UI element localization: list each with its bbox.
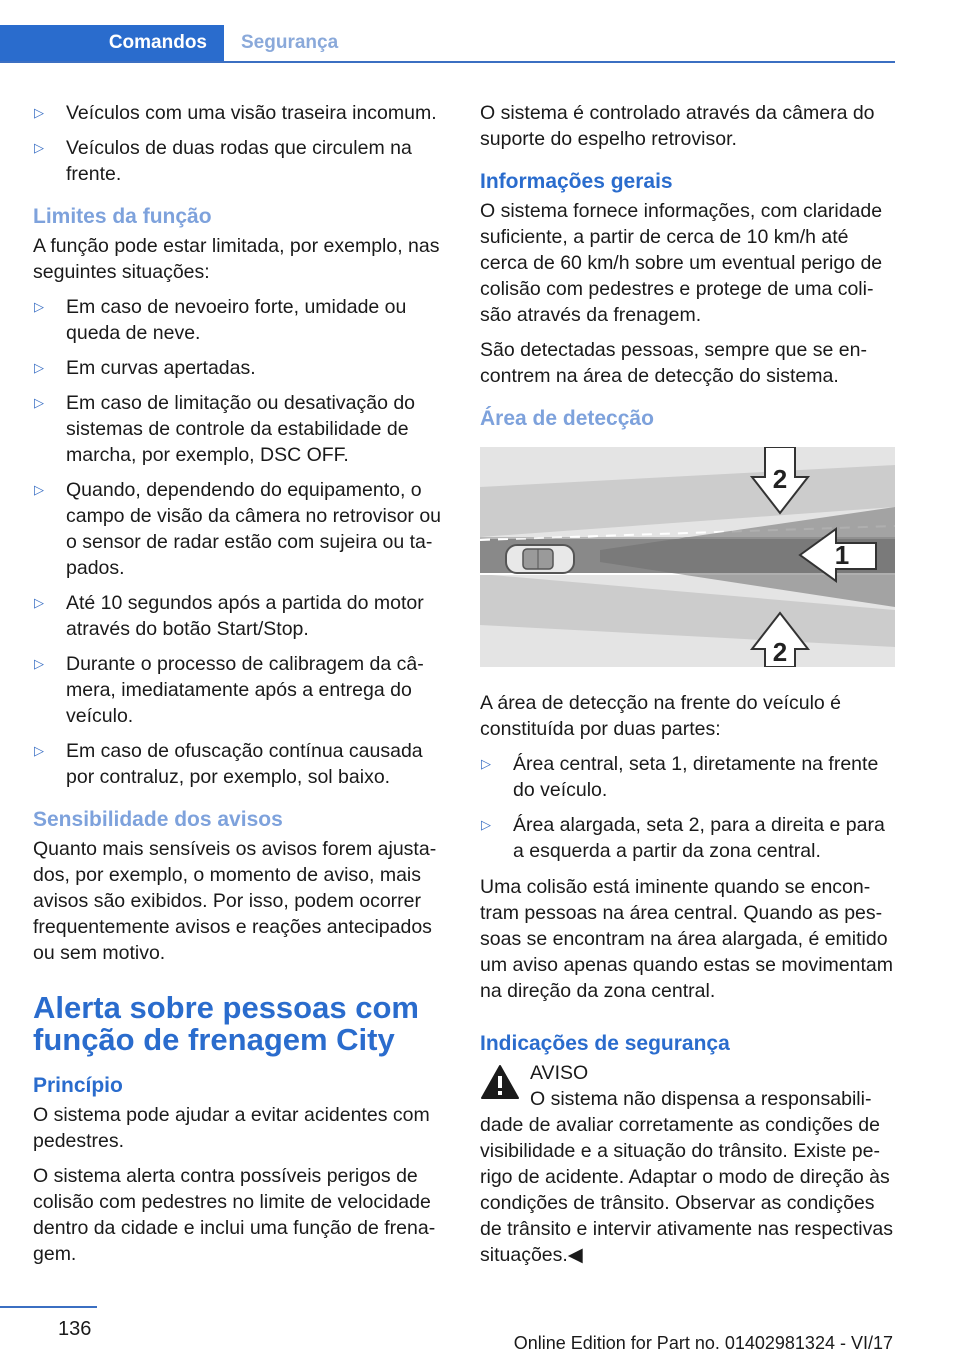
collision-text: Uma colisão está iminente quando se encontram pessoas na área central. Quando as pessoas se encontram na área alargada, é emitido um aviso apenas quando estas se movimentam na direção da zona central.	[480, 876, 893, 1002]
warning-triangle-icon	[480, 1064, 520, 1100]
general-paragraph-1: O sistema fornece informações, com claridade suficiente, a partir de cerca de 10 km/h até cerca de 60 km/h sobre um eventual perigo de colisão com pedestres e protege de uma colisão através da frenagem.	[480, 200, 883, 326]
bullet-arrow-icon: ▷	[34, 656, 44, 671]
warning-text: O sistema não dispensa a responsabilidade de avaliar corretamente as condições de visibilidade e a situação do trânsito. Existe perigo de acidente. Adaptar o modo de direção às condições de trânsito. Observar as condições de trânsito e intervir ativamente nas respectivas situações.◀	[480, 1088, 893, 1266]
detection-area-figure	[480, 447, 895, 667]
bullet-arrow-icon: ▷	[34, 299, 44, 314]
list-item: ▷ Área central, seta 1, diretamente na frente do veículo.	[481, 753, 879, 801]
bullet-arrow-icon: ▷	[481, 817, 491, 832]
list-item: ▷ Em caso de ofuscação contínua causada por contraluz, por exemplo, sol baixo.	[34, 740, 423, 788]
warning-box	[480, 1060, 896, 1268]
principle-heading: Princípio	[33, 1074, 123, 1097]
bullet-arrow-icon: ▷	[34, 482, 44, 497]
general-paragraph-2: São detectadas pessoas, sempre que se encontrem na área de detecção do sistema.	[480, 339, 867, 387]
safety-heading: Indicações de segurança	[480, 1032, 730, 1055]
section-title: Alerta sobre pessoas com função de frenagem City	[33, 990, 419, 1057]
sensitivity-heading: Sensibilidade dos avisos	[33, 808, 283, 831]
tab-seguranca[interactable]: Segurança	[241, 32, 339, 53]
bullet-arrow-icon: ▷	[34, 105, 44, 120]
list-item: ▷ Durante o processo de calibragem da câmera, imediatamente após a entrega do veículo.	[34, 653, 424, 727]
sensitivity-text: Quanto mais sensíveis os avisos forem ajustados, por exemplo, o momento de aviso, mais avisos são exibidos. Por isso, podem ocorrer frequentemente avisos e reações antecipados ou sem motivo.	[33, 838, 437, 964]
principle-paragraph-2: O sistema alerta contra possíveis perigos de colisão com pedestres no limite de velocidade dentro da cidade e inclui uma função de frenagem.	[33, 1165, 436, 1265]
bullet-arrow-icon: ▷	[34, 140, 44, 155]
area-heading: Área de detecção	[480, 407, 654, 430]
camera-text: O sistema é controlado através da câmera do suporte do espelho retrovisor.	[480, 102, 875, 150]
right-column	[480, 100, 896, 1268]
general-heading: Informações gerais	[480, 170, 673, 193]
warning-label: AVISO	[530, 1062, 589, 1084]
footer-rule	[0, 1306, 97, 1308]
list-item: ▷ Veículos de duas rodas que circulem na frente.	[34, 137, 412, 185]
bullet-arrow-icon: ▷	[34, 395, 44, 410]
list-item: ▷ Em caso de nevoeiro forte, umidade ou queda de neve.	[34, 296, 407, 344]
list-item: ▷ Área alargada, seta 2, para a direita e para a esquerda a partir da zona central.	[481, 814, 885, 862]
area-list	[480, 751, 896, 864]
bullet-arrow-icon: ▷	[34, 595, 44, 610]
list-item: ▷ Em curvas apertadas.	[34, 357, 256, 379]
header-tabs	[0, 25, 895, 63]
page-number: 136	[58, 1318, 92, 1340]
left-column	[33, 100, 446, 1276]
top-bullet-list	[33, 100, 446, 187]
bullet-arrow-icon: ▷	[34, 743, 44, 758]
principle-paragraph-1: O sistema pode ajudar a evitar acidentes com pedestres.	[33, 1104, 430, 1152]
area-intro: A área de detecção na frente do veículo é constituída por duas partes:	[480, 692, 842, 740]
limits-list	[33, 294, 446, 790]
bullet-arrow-icon: ▷	[34, 360, 44, 375]
tab-comandos[interactable]: Comandos	[0, 25, 224, 61]
list-item: ▷ Veículos com uma visão traseira incomum.	[34, 102, 437, 124]
list-item: ▷ Até 10 segundos após a partida do motor através do botão Start/Stop.	[34, 592, 424, 640]
car-icon	[506, 545, 574, 573]
limits-intro: A função pode estar limitada, por exemplo, nas seguintes situações:	[33, 235, 440, 283]
arrow-bottom-label: 2	[772, 637, 788, 667]
limits-heading: Limites da função	[33, 205, 212, 228]
arrow-center-label: 1	[834, 540, 850, 570]
list-item: ▷ Em caso de limitação ou desativação do sistemas de controle da estabilidade de marcha, por exemplo, DSC OFF.	[34, 392, 416, 466]
list-item: ▷ Quando, dependendo do equipamento, o campo de visão da câmera no retrovisor ou o sensor de radar estão com sujeira ou tapados.	[34, 479, 442, 579]
footer-edition: Online Edition for Part no. 01402981324 - VI/17	[513, 1333, 893, 1353]
arrow-top-label: 2	[772, 464, 788, 494]
bullet-arrow-icon: ▷	[481, 756, 491, 771]
